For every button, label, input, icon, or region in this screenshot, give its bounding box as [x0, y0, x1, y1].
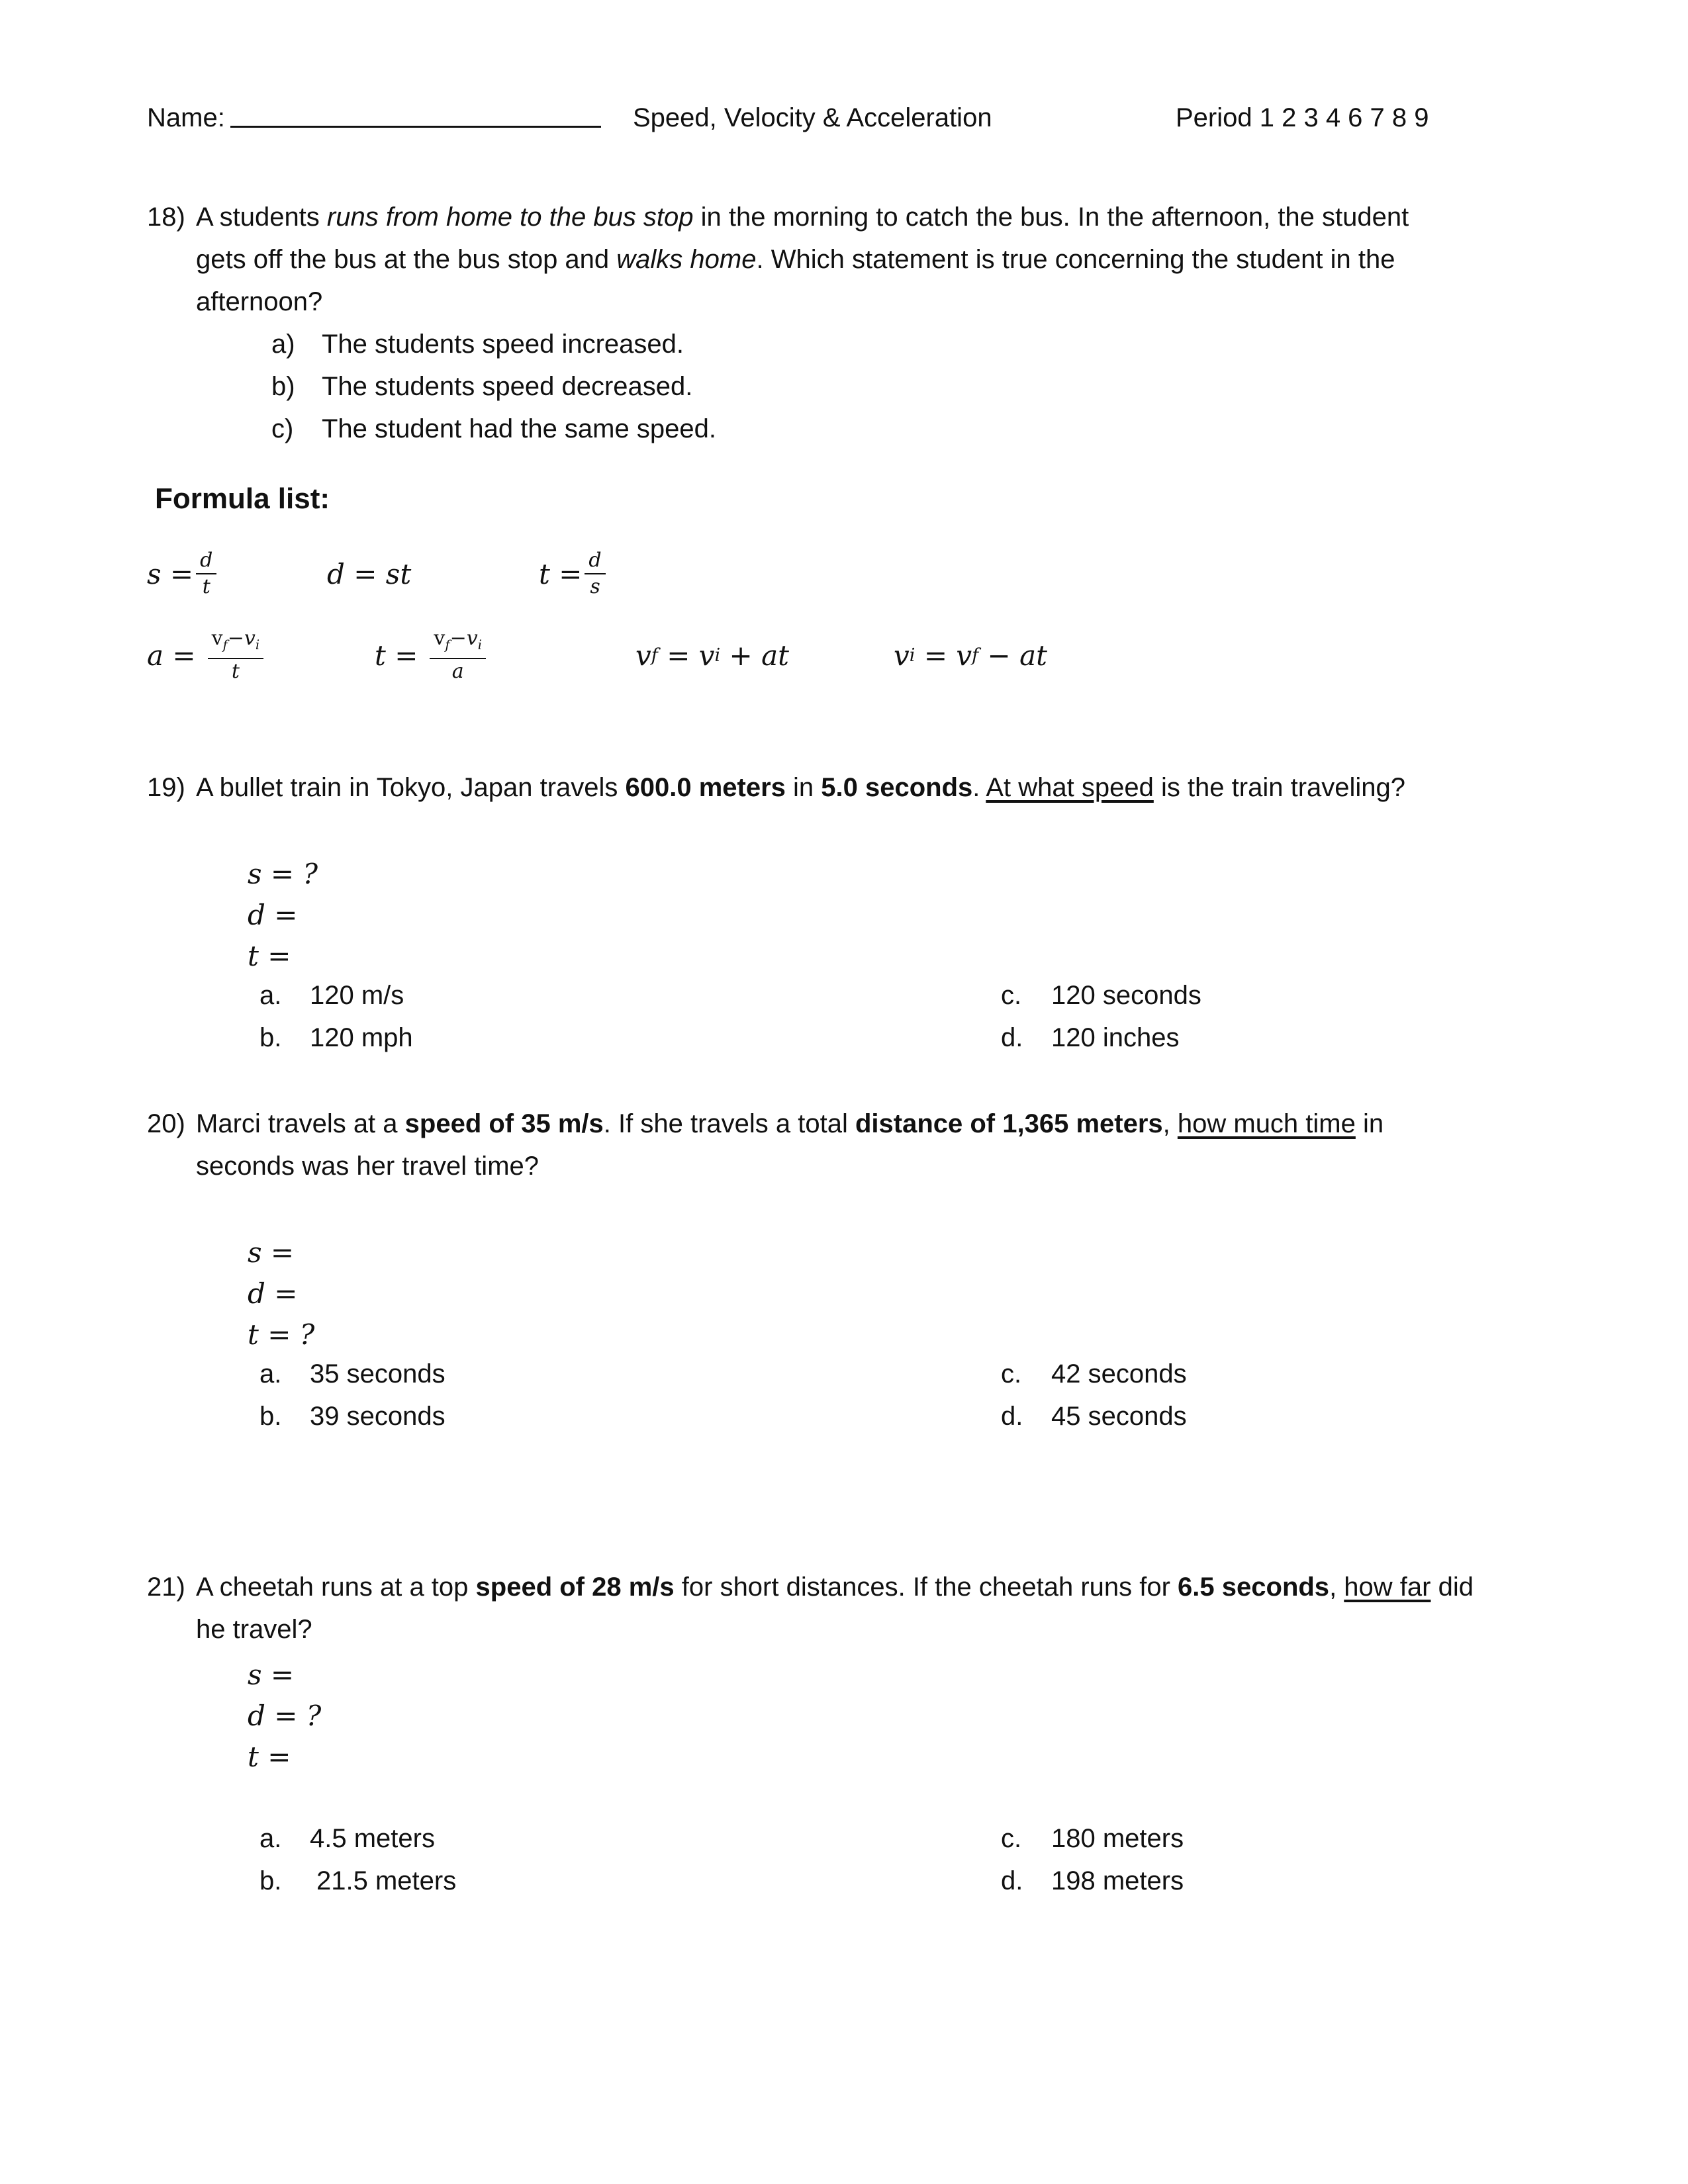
option-label: c) [271, 414, 294, 443]
numerator [430, 627, 486, 659]
denominator: t [202, 575, 211, 598]
numerator [208, 627, 264, 659]
q21-vars [248, 1655, 321, 1778]
option-text: The students speed increased. [322, 330, 684, 359]
question-emphasis: 5.0 seconds [821, 773, 973, 802]
question-text: , [1162, 1109, 1178, 1138]
var-speed: s = ? [248, 858, 318, 890]
option-text: 42 seconds [1051, 1359, 1187, 1388]
symbol: = v [657, 639, 715, 672]
question-18 [147, 196, 1643, 238]
subscript: f [222, 637, 228, 653]
symbol: + at [720, 639, 790, 672]
name-blank-line[interactable] [230, 99, 601, 128]
option-text: 35 seconds [310, 1359, 445, 1388]
q21-option-b[interactable] [259, 1860, 456, 1902]
question-18-line2 [196, 238, 1395, 281]
option-label: c. [1001, 981, 1022, 1010]
numerator: d [585, 549, 605, 574]
subscript: i [255, 637, 260, 653]
symbol: −v [449, 627, 478, 650]
option-label: b. [259, 1866, 282, 1895]
option-label: c. [1001, 1359, 1022, 1388]
option-label: b) [271, 372, 295, 401]
question-text: for short distances. If the cheetah runs for [674, 1572, 1178, 1602]
option-label: a. [259, 981, 282, 1010]
question-underlined: At what speed [986, 773, 1154, 802]
var-time: t = [248, 940, 291, 972]
question-21 [147, 1566, 1474, 1608]
formula-final-velocity [635, 622, 789, 688]
question-emphasis: 6.5 seconds [1178, 1572, 1330, 1602]
fraction [585, 549, 605, 598]
q20-option-c[interactable] [1001, 1353, 1187, 1395]
question-text: in the morning to catch the bus. In the afternoon, the student [693, 203, 1409, 232]
formula-distance: d = st [327, 557, 412, 590]
formula-lhs: t = [375, 639, 418, 672]
q19-option-c[interactable] [1001, 974, 1201, 1017]
symbol: v [211, 627, 223, 650]
option-text: 39 seconds [310, 1402, 445, 1431]
question-19 [147, 766, 1405, 809]
subscript: f [445, 637, 450, 653]
question-emphasis: runs from home to the bus stop [326, 203, 694, 232]
formula-list-heading: Formula list: [155, 482, 330, 515]
var-time: t = ? [248, 1318, 315, 1351]
subscript: i [714, 645, 721, 666]
question-underlined: how far [1344, 1572, 1431, 1602]
var-distance: d = [248, 1277, 298, 1310]
question-emphasis: speed of 28 m/s [475, 1572, 675, 1602]
question-emphasis: speed of 35 m/s [404, 1109, 604, 1138]
question-number: 18) [147, 203, 185, 232]
option-text: 120 seconds [1051, 981, 1201, 1010]
question-text: A bullet train in Tokyo, Japan travels [196, 773, 626, 802]
q21-option-c[interactable] [1001, 1817, 1184, 1860]
name-label: Name: [147, 103, 225, 132]
q20-option-d[interactable] [1001, 1395, 1187, 1437]
option-label: a. [259, 1359, 282, 1388]
worksheet-title: Speed, Velocity & Acceleration [633, 103, 992, 132]
q18-option-a[interactable] [271, 323, 684, 365]
option-label: d. [1001, 1866, 1023, 1895]
question-number: 19) [147, 773, 185, 802]
formula-lhs: t = [539, 557, 583, 590]
denominator: a [451, 660, 464, 683]
var-distance: d = ? [248, 1700, 322, 1732]
question-text: A students [196, 203, 327, 232]
option-label: c. [1001, 1824, 1022, 1853]
var-distance: d = [248, 899, 298, 931]
subscript: i [477, 637, 482, 653]
question-text: . If she travels a total [603, 1109, 855, 1138]
denominator: s [590, 575, 600, 598]
question-text: . [972, 773, 986, 802]
numerator: d [196, 549, 216, 574]
symbol: − at [978, 639, 1048, 672]
symbol: v [434, 627, 445, 650]
option-text: 120 inches [1051, 1023, 1180, 1052]
q19-vars [248, 854, 318, 977]
q21-option-a[interactable] [259, 1817, 435, 1860]
fraction [430, 627, 486, 683]
q20-option-b[interactable] [259, 1395, 445, 1437]
question-text: , [1329, 1572, 1344, 1602]
formula-time-from-acceleration [375, 622, 489, 688]
question-text: in [1355, 1109, 1384, 1138]
option-text: 45 seconds [1051, 1402, 1187, 1431]
option-label: b. [259, 1023, 282, 1052]
subscript: f [651, 645, 658, 666]
question-text: gets off the bus at the bus stop and [196, 245, 617, 274]
question-20-line2: seconds was her travel time? [196, 1152, 539, 1181]
q19-option-a[interactable] [259, 974, 404, 1017]
q18-option-b[interactable] [271, 365, 692, 408]
formula-acceleration [147, 622, 266, 688]
var-speed: s = [248, 1236, 295, 1269]
question-18-line3: afternoon? [196, 287, 323, 316]
question-number: 21) [147, 1572, 185, 1602]
question-text: . Which statement is true concerning the student in the [756, 245, 1395, 274]
q20-option-a[interactable] [259, 1353, 445, 1395]
formula-lhs: s = [147, 557, 194, 590]
option-label: b. [259, 1402, 282, 1431]
option-label: a) [271, 330, 295, 359]
formula-initial-velocity [894, 622, 1047, 688]
option-label: d. [1001, 1023, 1023, 1052]
q21-option-d[interactable] [1001, 1860, 1184, 1902]
q19-option-b[interactable] [259, 1017, 413, 1059]
option-text: The students speed decreased. [322, 372, 693, 401]
option-label: a. [259, 1824, 282, 1853]
question-underlined: how much time [1177, 1109, 1356, 1138]
question-text: did [1430, 1572, 1474, 1602]
symbol: −v [227, 627, 256, 650]
question-21-line2: he travel? [196, 1615, 312, 1644]
question-20 [147, 1103, 1383, 1145]
option-text: 198 meters [1051, 1866, 1184, 1895]
fraction [208, 627, 264, 683]
option-text: The student had the same speed. [322, 414, 716, 443]
symbol: v [635, 639, 651, 672]
fraction [196, 549, 216, 598]
q18-option-c[interactable] [271, 408, 716, 450]
question-emphasis: 600.0 meters [625, 773, 786, 802]
question-number: 20) [147, 1109, 185, 1138]
q19-option-d[interactable] [1001, 1017, 1179, 1059]
formula-lhs: a = [147, 639, 196, 672]
var-time: t = [248, 1741, 291, 1773]
question-text: in [785, 773, 821, 802]
question-emphasis: walks home [616, 245, 757, 274]
q20-vars [248, 1232, 314, 1355]
symbol: = v [915, 639, 972, 672]
var-speed: s = [248, 1659, 295, 1691]
symbol: v [894, 639, 910, 672]
question-text: A cheetah runs at a top [196, 1572, 476, 1602]
denominator: t [231, 660, 240, 683]
subscript: f [972, 645, 979, 666]
question-emphasis: distance of 1,365 meters [855, 1109, 1163, 1138]
option-text: 180 meters [1051, 1824, 1184, 1853]
option-text: 21.5 meters [316, 1866, 457, 1895]
subscript: i [909, 645, 915, 666]
option-text: 120 m/s [310, 981, 404, 1010]
question-text: is the train traveling? [1153, 773, 1406, 802]
option-text: 120 mph [310, 1023, 413, 1052]
formula-time [539, 544, 608, 604]
name-field [147, 97, 601, 139]
period-label: Period 1 2 3 4 6 7 8 9 [1176, 103, 1429, 132]
option-label: d. [1001, 1402, 1023, 1431]
formula-speed [147, 544, 219, 604]
question-text: Marci travels at a [196, 1109, 405, 1138]
option-text: 4.5 meters [310, 1824, 435, 1853]
